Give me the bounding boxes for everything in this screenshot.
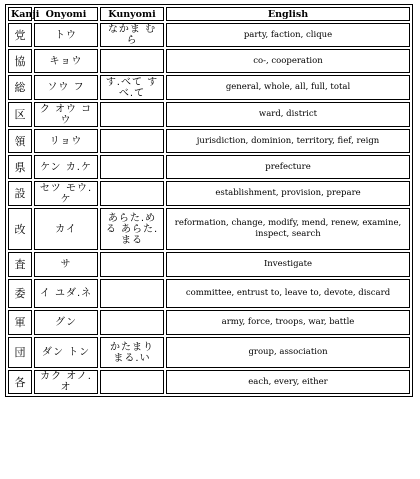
english-cell: each, every, either: [166, 370, 410, 394]
onyomi-cell: ク オウ コウ: [34, 102, 98, 127]
table-row: [8, 208, 410, 250]
header-onyomi: Onyomi: [34, 7, 98, 21]
kanji-cell: 区: [8, 102, 32, 127]
table-row: [8, 337, 410, 368]
kunyomi-cell: [100, 102, 164, 127]
kanji-cell: 党: [8, 23, 32, 47]
kanji-cell: 各: [8, 370, 32, 394]
kunyomi-cell: [100, 252, 164, 277]
english-cell: Investigate: [166, 252, 410, 277]
onyomi-cell: カイ: [34, 208, 98, 250]
english-cell: committee, entrust to, leave to, devote, discard: [166, 279, 410, 308]
onyomi-cell: ケン カ.ケ: [34, 155, 98, 179]
kunyomi-cell: [100, 155, 164, 179]
kanji-cell: 委: [8, 279, 32, 308]
english-cell: co-, cooperation: [166, 49, 410, 73]
table-row: [8, 75, 410, 100]
table-row: [8, 310, 410, 335]
kanji-cell: 改: [8, 208, 32, 250]
english-cell: group, association: [166, 337, 410, 368]
kanji-cell: 領: [8, 129, 32, 153]
english-cell: army, force, troops, war, battle: [166, 310, 410, 335]
header-kunyomi: Kunyomi: [100, 7, 164, 21]
onyomi-cell: ダン トン: [34, 337, 98, 368]
table-row: [8, 252, 410, 277]
onyomi-cell: セツ モウ.ケ: [34, 181, 98, 206]
onyomi-cell: キョウ: [34, 49, 98, 73]
table-row: [8, 102, 410, 127]
kanji-cell: 協: [8, 49, 32, 73]
kunyomi-cell: [100, 49, 164, 73]
kanji-vocabulary-table: [5, 4, 413, 397]
table-row: [8, 370, 410, 394]
kanji-cell: 設: [8, 181, 32, 206]
onyomi-cell: グン: [34, 310, 98, 335]
kunyomi-cell: [100, 310, 164, 335]
onyomi-cell: イ ユダ.ネ: [34, 279, 98, 308]
table-row: [8, 155, 410, 179]
kunyomi-cell: [100, 370, 164, 394]
kunyomi-cell: かたまり まる.い: [100, 337, 164, 368]
kunyomi-cell: す.べて すべ.て: [100, 75, 164, 100]
kanji-cell: 軍: [8, 310, 32, 335]
english-cell: establishment, provision, prepare: [166, 181, 410, 206]
onyomi-cell: サ: [34, 252, 98, 277]
onyomi-cell: トウ: [34, 23, 98, 47]
table-row: [8, 49, 410, 73]
table-row: [8, 23, 410, 47]
kanji-cell: 総: [8, 75, 32, 100]
onyomi-cell: ソウ フ: [34, 75, 98, 100]
table-body: [8, 23, 410, 394]
header-english: English: [166, 7, 410, 21]
header-kanji: Kanji: [8, 7, 32, 21]
kunyomi-cell: [100, 279, 164, 308]
kanji-cell: 団: [8, 337, 32, 368]
english-cell: prefecture: [166, 155, 410, 179]
onyomi-cell: リョウ: [34, 129, 98, 153]
english-cell: ward, district: [166, 102, 410, 127]
kanji-cell: 査: [8, 252, 32, 277]
onyomi-cell: カク オノ.オ: [34, 370, 98, 394]
kunyomi-cell: [100, 181, 164, 206]
table-row: [8, 181, 410, 206]
kanji-cell: 県: [8, 155, 32, 179]
table-header-row: [8, 7, 410, 21]
english-cell: jurisdiction, dominion, territory, fief, reign: [166, 129, 410, 153]
table-row: [8, 279, 410, 308]
table-row: [8, 129, 410, 153]
kunyomi-cell: なかま むら: [100, 23, 164, 47]
english-cell: general, whole, all, full, total: [166, 75, 410, 100]
english-cell: party, faction, clique: [166, 23, 410, 47]
kunyomi-cell: [100, 129, 164, 153]
kunyomi-cell: あらた.める あらた.まる: [100, 208, 164, 250]
english-cell: reformation, change, modify, mend, renew, examine, inspect, search: [166, 208, 410, 250]
